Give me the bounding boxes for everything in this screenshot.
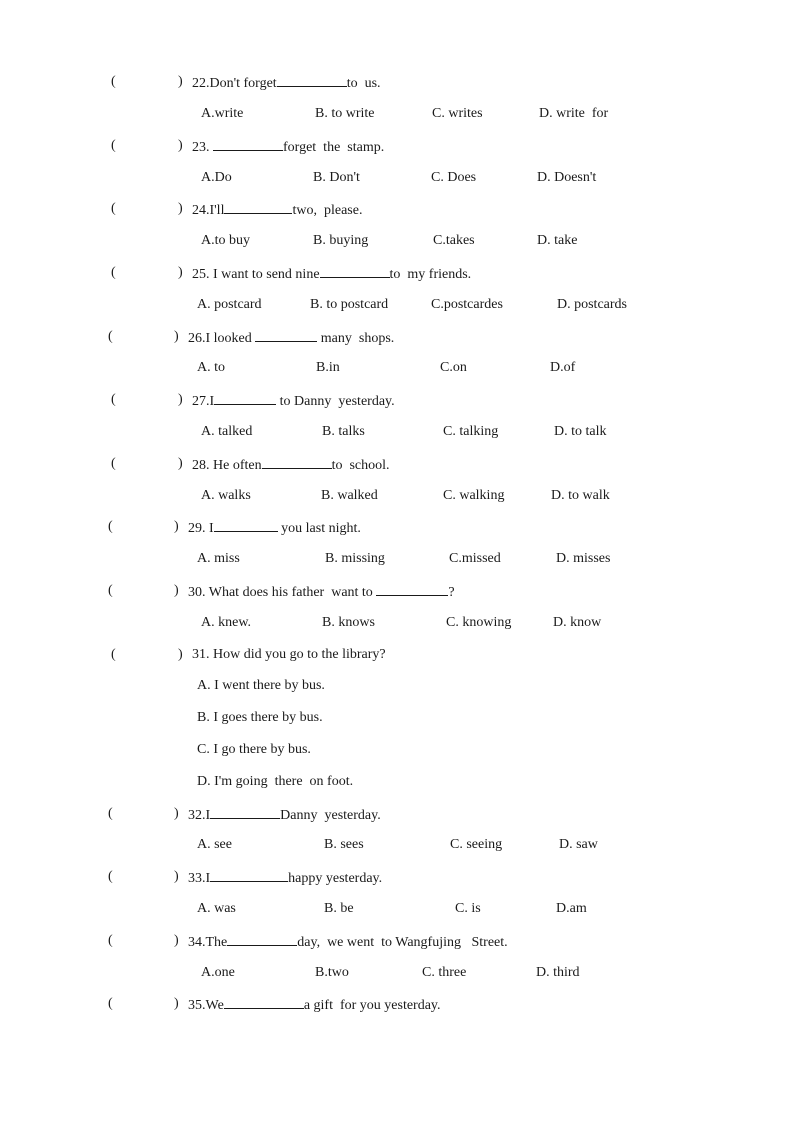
answer-paren-close: ) <box>174 583 179 598</box>
answer-paren-close: ) <box>178 74 183 89</box>
answer-paren-open[interactable]: ( <box>108 869 113 884</box>
answer-blank <box>213 136 283 151</box>
option-c[interactable]: C. is <box>455 901 481 916</box>
option-d[interactable]: D. to walk <box>551 488 610 503</box>
answer-paren-close: ) <box>174 329 179 344</box>
option-c[interactable]: C.takes <box>433 233 475 248</box>
option-b[interactable]: B. Don't <box>313 170 360 185</box>
answer-paren-open[interactable]: ( <box>108 329 113 344</box>
answer-paren-open[interactable]: ( <box>111 456 116 471</box>
answer-blank <box>224 199 292 214</box>
answer-paren-open[interactable]: ( <box>108 996 113 1011</box>
option-c[interactable]: C. I go there by bus. <box>197 742 311 757</box>
answer-blank <box>214 390 276 405</box>
option-c[interactable]: C.postcardes <box>431 297 503 312</box>
option-d[interactable]: D. know <box>553 615 602 630</box>
answer-blank <box>210 867 288 882</box>
option-c[interactable]: C. walking <box>443 488 505 503</box>
question-text: 34.The day, we went to Wangfujing Street. <box>188 931 508 953</box>
option-b[interactable]: B. sees <box>324 837 364 852</box>
option-d[interactable]: D. Doesn't <box>537 170 597 185</box>
answer-paren-open[interactable]: ( <box>108 933 113 948</box>
answer-blank <box>376 581 448 596</box>
option-d[interactable]: D. to talk <box>554 424 607 439</box>
option-a[interactable]: A. miss <box>197 551 240 566</box>
option-c[interactable]: C. writes <box>432 106 483 121</box>
question-text: 35.We a gift for you yesterday. <box>188 994 441 1016</box>
option-a[interactable]: A. was <box>197 901 236 916</box>
answer-blank <box>262 454 332 469</box>
option-b[interactable]: B. talks <box>322 424 365 439</box>
option-c[interactable]: C. Does <box>431 170 477 185</box>
question-text: 26.I looked many shops. <box>188 327 394 349</box>
option-d[interactable]: D. misses <box>556 551 611 566</box>
question-text: 25. I want to send nine to my friends. <box>192 263 471 285</box>
answer-paren-open[interactable]: ( <box>111 392 116 407</box>
option-b[interactable]: B. walked <box>321 488 378 503</box>
answer-paren-close: ) <box>178 392 183 407</box>
answer-paren-open[interactable]: ( <box>108 806 113 821</box>
question-text: 27.I to Danny yesterday. <box>192 390 395 412</box>
option-a[interactable]: A. knew. <box>201 615 252 630</box>
answer-paren-close: ) <box>178 265 183 280</box>
option-c[interactable]: C. knowing <box>446 615 512 630</box>
question-text: 29. I you last night. <box>188 517 361 539</box>
option-b[interactable]: B. to postcard <box>310 297 389 312</box>
answer-paren-close: ) <box>178 456 183 471</box>
question-text: 24.I'll two, please. <box>192 199 362 221</box>
answer-paren-open[interactable]: ( <box>108 519 113 534</box>
option-d[interactable]: D. postcards <box>557 297 627 312</box>
answer-paren-close: ) <box>174 933 179 948</box>
option-a[interactable]: A. to <box>197 360 225 375</box>
question-text: 32.I Danny yesterday. <box>188 804 381 826</box>
option-b[interactable]: B.in <box>316 360 340 375</box>
option-c[interactable]: C.missed <box>449 551 501 566</box>
option-d[interactable]: D. take <box>537 233 578 248</box>
answer-blank <box>210 804 280 819</box>
option-b[interactable]: B. knows <box>322 615 375 630</box>
option-a[interactable]: A. postcard <box>197 297 262 312</box>
option-d[interactable]: D. third <box>536 965 580 980</box>
answer-paren-close: ) <box>174 806 179 821</box>
answer-blank <box>255 327 317 342</box>
answer-paren-close: ) <box>178 201 183 216</box>
option-b[interactable]: B. to write <box>315 106 375 121</box>
question-text: 23. forget the stamp. <box>192 136 384 158</box>
option-a[interactable]: A.one <box>201 965 235 980</box>
option-a[interactable]: A. talked <box>201 424 253 439</box>
option-a[interactable]: A. see <box>197 837 232 852</box>
option-c[interactable]: C. talking <box>443 424 499 439</box>
answer-paren-open[interactable]: ( <box>111 265 116 280</box>
option-c[interactable]: C. three <box>422 965 467 980</box>
option-b[interactable]: B. be <box>324 901 354 916</box>
answer-blank <box>224 994 304 1009</box>
question-text: 22.Don't forget to us. <box>192 72 381 94</box>
option-d[interactable]: D. saw <box>559 837 598 852</box>
option-d[interactable]: D. write for <box>539 106 609 121</box>
option-a[interactable]: A.write <box>201 106 244 121</box>
option-b[interactable]: B.two <box>315 965 349 980</box>
answer-paren-close: ) <box>178 647 183 662</box>
answer-blank <box>214 517 278 532</box>
option-a[interactable]: A. I went there by bus. <box>197 678 325 693</box>
answer-paren-close: ) <box>174 869 179 884</box>
answer-blank <box>320 263 390 278</box>
answer-paren-close: ) <box>174 519 179 534</box>
option-d[interactable]: D. I'm going there on foot. <box>197 774 354 789</box>
option-b[interactable]: B. missing <box>325 551 385 566</box>
answer-paren-open[interactable]: ( <box>111 647 116 662</box>
answer-paren-open[interactable]: ( <box>108 583 113 598</box>
option-b[interactable]: B. I goes there by bus. <box>197 710 323 725</box>
option-d[interactable]: D.of <box>550 360 576 375</box>
question-text: 31. How did you go to the library? <box>192 647 386 662</box>
option-c[interactable]: C. seeing <box>450 837 503 852</box>
answer-paren-close: ) <box>174 996 179 1011</box>
option-b[interactable]: B. buying <box>313 233 369 248</box>
answer-blank <box>227 931 297 946</box>
answer-paren-close: ) <box>178 138 183 153</box>
option-a[interactable]: A. walks <box>201 488 251 503</box>
answer-paren-open[interactable]: ( <box>111 74 116 89</box>
option-a[interactable]: A.Do <box>201 170 232 185</box>
option-c[interactable]: C.on <box>440 360 467 375</box>
option-a[interactable]: A.to buy <box>201 233 250 248</box>
question-text: 28. He often to school. <box>192 454 390 476</box>
option-d[interactable]: D.am <box>556 901 587 916</box>
answer-paren-open[interactable]: ( <box>111 138 116 153</box>
question-text: 30. What does his father want to ? <box>188 581 455 603</box>
answer-blank <box>277 72 347 87</box>
question-text: 33.I happy yesterday. <box>188 867 382 889</box>
answer-paren-open[interactable]: ( <box>111 201 116 216</box>
